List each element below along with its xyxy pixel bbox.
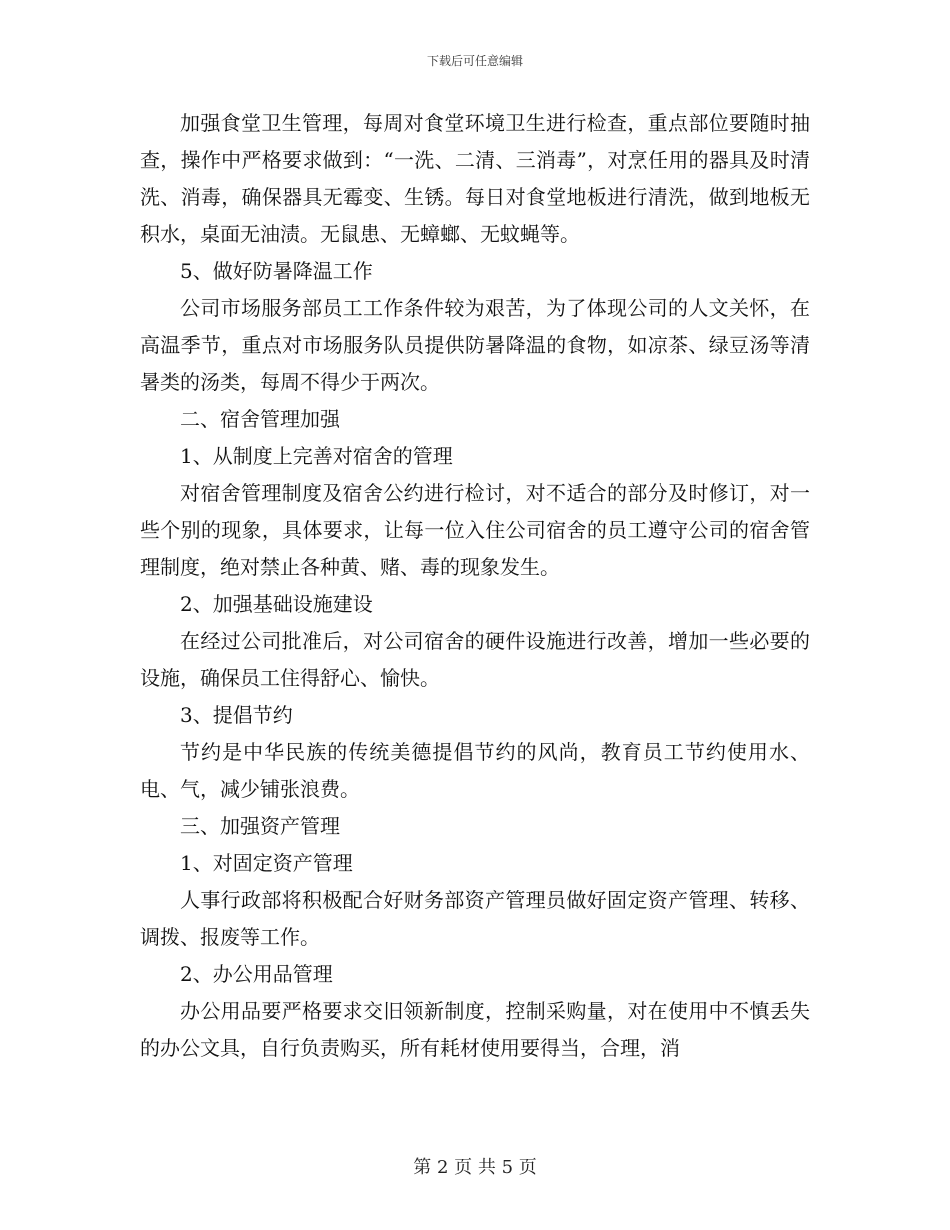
paragraph: 公司市场服务部员工工作条件较为艰苦，为了体现公司的人文关怀，在高温季节，重点对市场服务队员提供防暑降温的食物，如凉茶、绿豆汤等清暑类的汤类，每周不得少于两次。 bbox=[140, 296, 810, 394]
paragraph: 加强食堂卫生管理，每周对食堂环境卫生进行检查，重点部位要随时抽查，操作中严格要求做到：“一洗、二清、三消毒”，对烹任用的器具及时清洗、消毒，确保器具无霉变、生锈。每日对食堂地板进行清洗，做到地板无积水，桌面无油渍。无鼠患、无蟑螂、无蚊蝇等。 bbox=[140, 111, 810, 246]
paragraph: 节约是中华民族的传统美德提倡节约的风尚，教育员工节约使用水、电、气，减少铺张浪费。 bbox=[140, 740, 810, 801]
document-body bbox=[140, 105, 810, 1067]
section-heading: 三、加强资产管理 bbox=[180, 814, 340, 838]
section-heading: 3、提倡节约 bbox=[180, 703, 293, 727]
page-number-footer: 第 2 页 共 5 页 bbox=[413, 1157, 537, 1178]
paragraph: 在经过公司批准后，对公司宿舍的硬件设施进行改善，增加一些必要的设施，确保员工住得舒心、愉快。 bbox=[140, 629, 810, 690]
section-heading: 5、做好防暑降温工作 bbox=[180, 259, 373, 283]
paragraph: 人事行政部将积极配合好财务部资产管理员做好固定资产管理、转移、调拨、报废等工作。 bbox=[140, 888, 810, 949]
section-heading: 2、加强基础设施建设 bbox=[180, 592, 373, 616]
section-heading: 二、宿舍管理加强 bbox=[180, 407, 340, 431]
section-heading: 2、办公用品管理 bbox=[180, 962, 333, 986]
page-header-note: 下载后可任意编辑 bbox=[426, 54, 523, 68]
paragraph: 办公用品要严格要求交旧领新制度，控制采购量，对在使用中不慎丢失的办公文具，自行负责购买，所有耗材使用要得当，合理，消 bbox=[140, 999, 810, 1060]
section-heading: 1、对固定资产管理 bbox=[180, 851, 353, 875]
section-heading: 1、从制度上完善对宿舍的管理 bbox=[180, 444, 453, 468]
paragraph: 对宿舍管理制度及宿舍公约进行检讨，对不适合的部分及时修订，对一些个别的现象，具体要求，让每一位入住公司宿舍的员工遵守公司的宿舍管理制度，绝对禁止各种黄、赌、毒的现象发生。 bbox=[140, 481, 810, 579]
